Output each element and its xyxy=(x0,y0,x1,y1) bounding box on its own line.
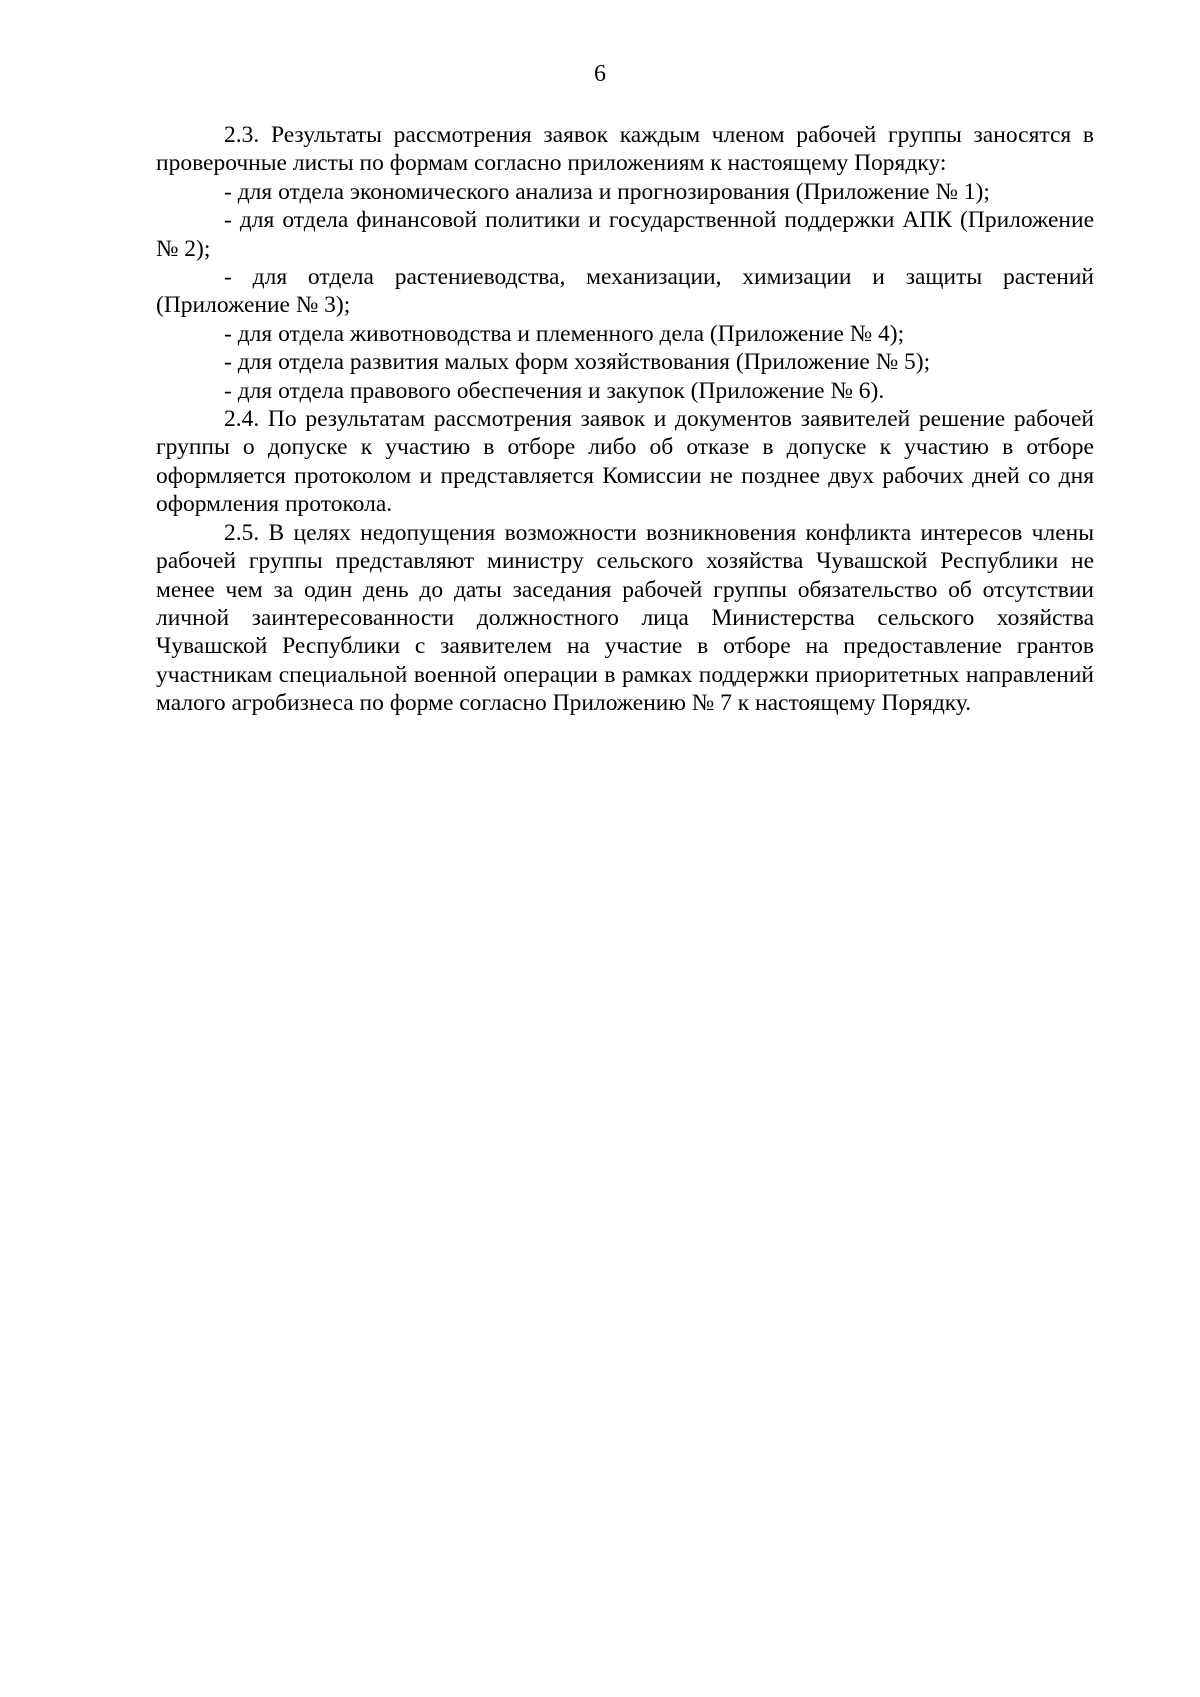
paragraph-2-5: 2.5. В целях недопущения возможности возникновения конфликта интересов члены рабочей группы представляют министру сельского хозяйства Чувашской Республики не менее чем за один день до даты заседания рабочей группы обязательство об отсутствии личной заинтересованности должностного лица Министерства сельского хозяйства Чувашской Республики с заявителем на участие в отборе на предоставление грантов участникам специальной военной операции в рамках поддержки приоритетных направлений малого агробизнеса по форме согласно Приложению № 7 к настоящему Порядку. xyxy=(156,519,1094,717)
page-number: 6 xyxy=(594,61,606,87)
list-item-appendix-4: - для отдела животноводства и племенного дела (Приложение № 4); xyxy=(224,320,905,347)
list-item-appendix-6: - для отдела правового обеспечения и закупок (Приложение № 6). xyxy=(224,377,885,404)
document-body xyxy=(156,121,1094,718)
paragraph-2-3: 2.3. Результаты рассмотрения заявок каждым членом рабочей группы заносятся в проверочные листы по формам согласно приложениям к настоящему Порядку: xyxy=(156,122,1094,177)
list-item-appendix-1: - для отдела экономического анализа и прогнозирования (Приложение № 1); xyxy=(224,178,990,205)
list-item-appendix-2: - для отдела финансовой политики и государственной поддержки АПК (Приложение № 2); xyxy=(156,207,1094,262)
list-item-appendix-3: - для отдела растениеводства, механизации, химизации и защиты растений (Приложение № 3); xyxy=(156,264,1094,319)
list-item-appendix-5: - для отдела развития малых форм хозяйствования (Приложение № 5); xyxy=(224,349,931,376)
paragraph-2-4: 2.4. По результатам рассмотрения заявок и документов заявителей решение рабочей группы о допуске к участию в отборе либо об отказе в допуске к участию в отборе оформляется протоколом и представляется Комиссии не позднее двух рабочих дней со дня оформления протокола. xyxy=(156,406,1094,518)
